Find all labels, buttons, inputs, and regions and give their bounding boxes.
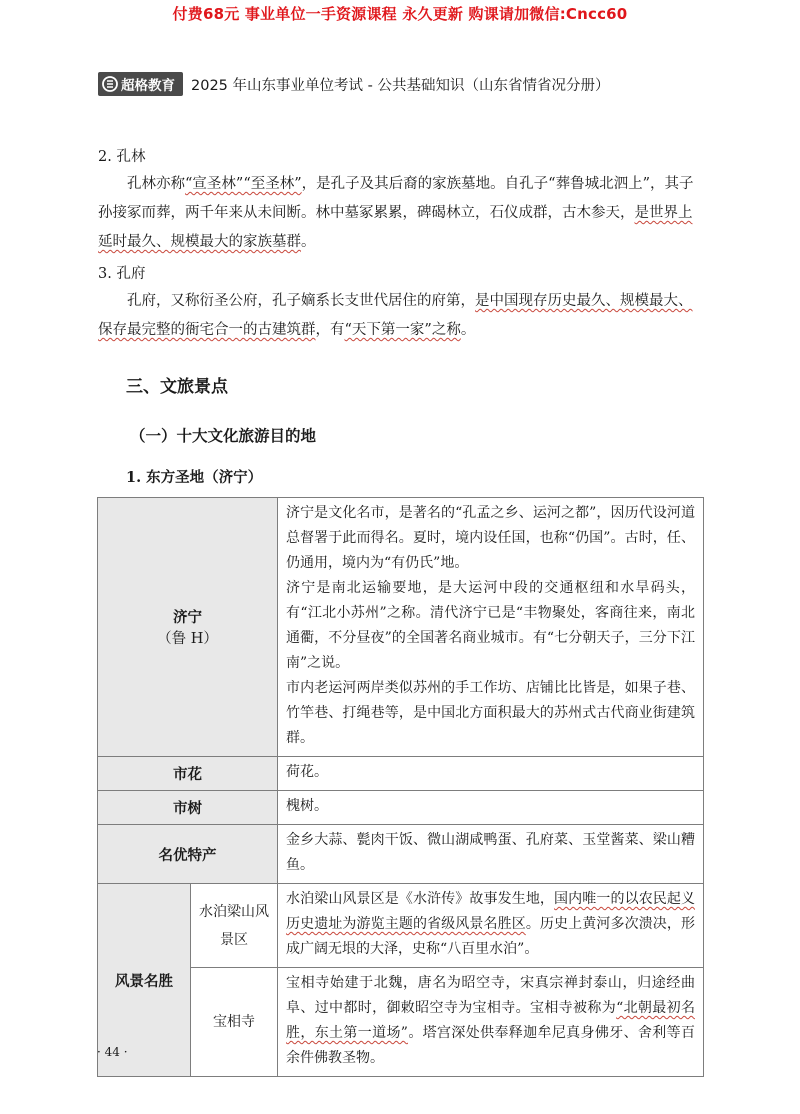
publisher-logo [98,72,183,96]
city-paragraph: 市内老运河两岸类似苏州的手工作坊、店铺比比皆是，如果子巷、竹竿巷、打绳巷等，是中国北方面积最大的苏州式古代商业街建筑群。 [286,680,695,746]
flower-value: 荷花。 [278,757,704,791]
subsection-title: （一）十大文化旅游目的地 [130,426,317,445]
city-plate-code: （鲁 H） [157,631,218,647]
scenic-desc-baoxiang: 宝相寺始建于北魏，唐名为昭空寺，宋真宗禅封泰山，归途经曲阜、过中都时，御敕昭空寺为宝相寺。宝相寺被称为“北朝最初名胜，东土第一道场”。塔宫深处供奉释迦牟尼真身佛牙、舍利等百余件佛教圣物。 [278,968,704,1077]
scenic-name-liangshan: 水泊梁山风景区 [191,884,278,968]
scenic-name-baoxiang: 宝相寺 [191,968,278,1077]
promo-banner: 付费68元 事业单位一手资源课程 永久更新 购课请加微信:Cncc60 [172,5,628,23]
city-paragraph: 济宁是南北运输要地，是大运河中段的交通枢纽和水旱码头，有“江北小苏州”之称。清代济宁已是“丰物聚处，客商往来，南北通衢，不分昼夜”的全国著名商业城市。有“七分朝天子，三分下江南”之说。 [286,580,695,671]
paragraph-kongfu: 孔府，又称衍圣公府，孔子嫡系长支世代居住的府第，是中国现存历史最久、规模最大、保存最完整的衙宅合一的古建筑群，有“天下第一家”之称。 [98,293,693,338]
section-title: 三、文旅景点 [126,377,228,397]
paragraph-kongli: 孔林亦称“宣圣林”“至圣林”，是孔子及其后裔的家族墓地。自孔子“葬鲁城北泗上”，其子孙接冢而葬，两千年来从未间断。林中墓冢累累，碑碣林立，石仪成群，古木参天，是世界上延时最久、规模最大的家族墓群。 [98,176,694,250]
specialty-value: 金乡大蒜、甏肉干饭、微山湖咸鸭蛋、孔府菜、玉堂酱菜、梁山糟鱼。 [278,825,704,884]
table-row [98,884,704,968]
city-label: 济宁 [173,609,202,626]
table-row [98,757,704,791]
page-number: · 44 · [97,1045,128,1059]
page-header [98,72,609,96]
table-row [98,791,704,825]
flower-label: 市花 [98,757,278,791]
city-description-cell [278,498,704,757]
item-title: 1. 东方圣地（济宁） [126,469,263,486]
table-row [98,498,704,757]
jining-info-table [97,497,704,1077]
tree-label: 市树 [98,791,278,825]
specialty-label: 名优特产 [98,825,278,884]
city-paragraph: 济宁是文化名市，是著名的“孔孟之乡、运河之都”，因历代设河道总督署于此而得名。夏时，境内设任国，也称“仍国”。古时，任、仍通用，境内为“有仍氏”地。 [286,505,695,571]
heading-kongfu: 3. 孔府 [98,266,146,282]
tree-value: 槐树。 [278,791,704,825]
logo-text: 超格教育 [121,78,175,94]
scenic-desc-liangshan: 水泊梁山风景区是《水浒传》故事发生地，国内唯一的以农民起义历史遗址为游览主题的省级风景名胜区。历史上黄河多次溃决，形成广阔无垠的大泽，史称“八百里水泊”。 [278,884,704,968]
header-title: 2025 年山东事业单位考试 - 公共基础知识（山东省情省况分册） [191,77,610,94]
heading-kongli: 2. 孔林 [98,149,146,165]
scenic-label: 风景名胜 [98,884,191,1077]
main-content [98,144,704,345]
table-row [98,825,704,884]
city-label-cell [98,498,278,757]
logo-mark-icon [102,76,118,92]
